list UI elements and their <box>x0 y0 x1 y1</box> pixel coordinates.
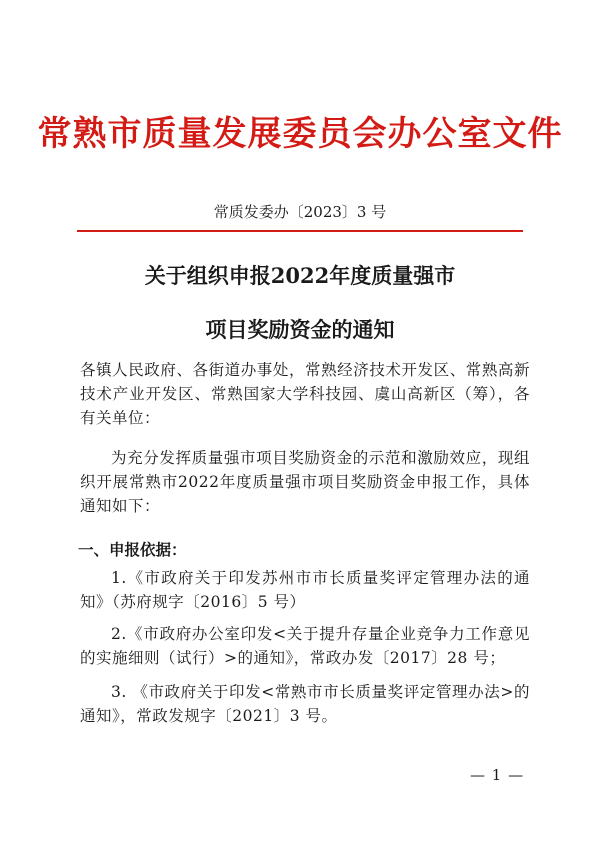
addressees-text: 各镇人民政府、各街道办事处，常熟经济技术开发区、常熟高新技术产业开发区、常熟国家大学科技园、虞山高新区（筹），各有关单位： <box>80 361 530 427</box>
notice-title-line-1: 关于组织申报2022年度质量强市 <box>144 263 456 288</box>
intro-paragraph <box>80 446 530 518</box>
basis-item-3-text: 3. 《市政府关于印发<常熟市市长质量奖评定管理办法>的通知》，常政发规字〔2021〕3 号。 <box>80 683 530 725</box>
page-number: — 1 — <box>470 766 525 784</box>
section-1-heading: 一、申报依据： <box>78 540 187 559</box>
issuer-header: 常熟市质量发展委员会办公室文件 <box>37 114 563 154</box>
red-divider-line <box>77 230 523 232</box>
addressees-paragraph <box>80 358 530 430</box>
basis-item-2-text: 2.《市政府办公室印发<关于提升存量企业竞争力工作意见的实施细则（试行）>的通知》，常政办发〔2017〕28 号； <box>80 625 530 667</box>
notice-title-line-2: 项目奖励资金的通知 <box>205 317 395 342</box>
basis-item-1 <box>80 566 530 614</box>
basis-item-1-text: 1.《市政府关于印发苏州市市长质量奖评定管理办法的通知》（苏府规字〔2016〕5 号） <box>80 569 530 611</box>
basis-item-3 <box>80 680 530 728</box>
intro-text: 为充分发挥质量强市项目奖励资金的示范和激励效应，现组织开展常熟市2022年度质量强市项目奖励资金申报工作，具体通知如下： <box>80 449 530 515</box>
basis-item-2 <box>80 622 530 670</box>
document-number: 常质发委办〔2023〕3 号 <box>213 203 387 221</box>
